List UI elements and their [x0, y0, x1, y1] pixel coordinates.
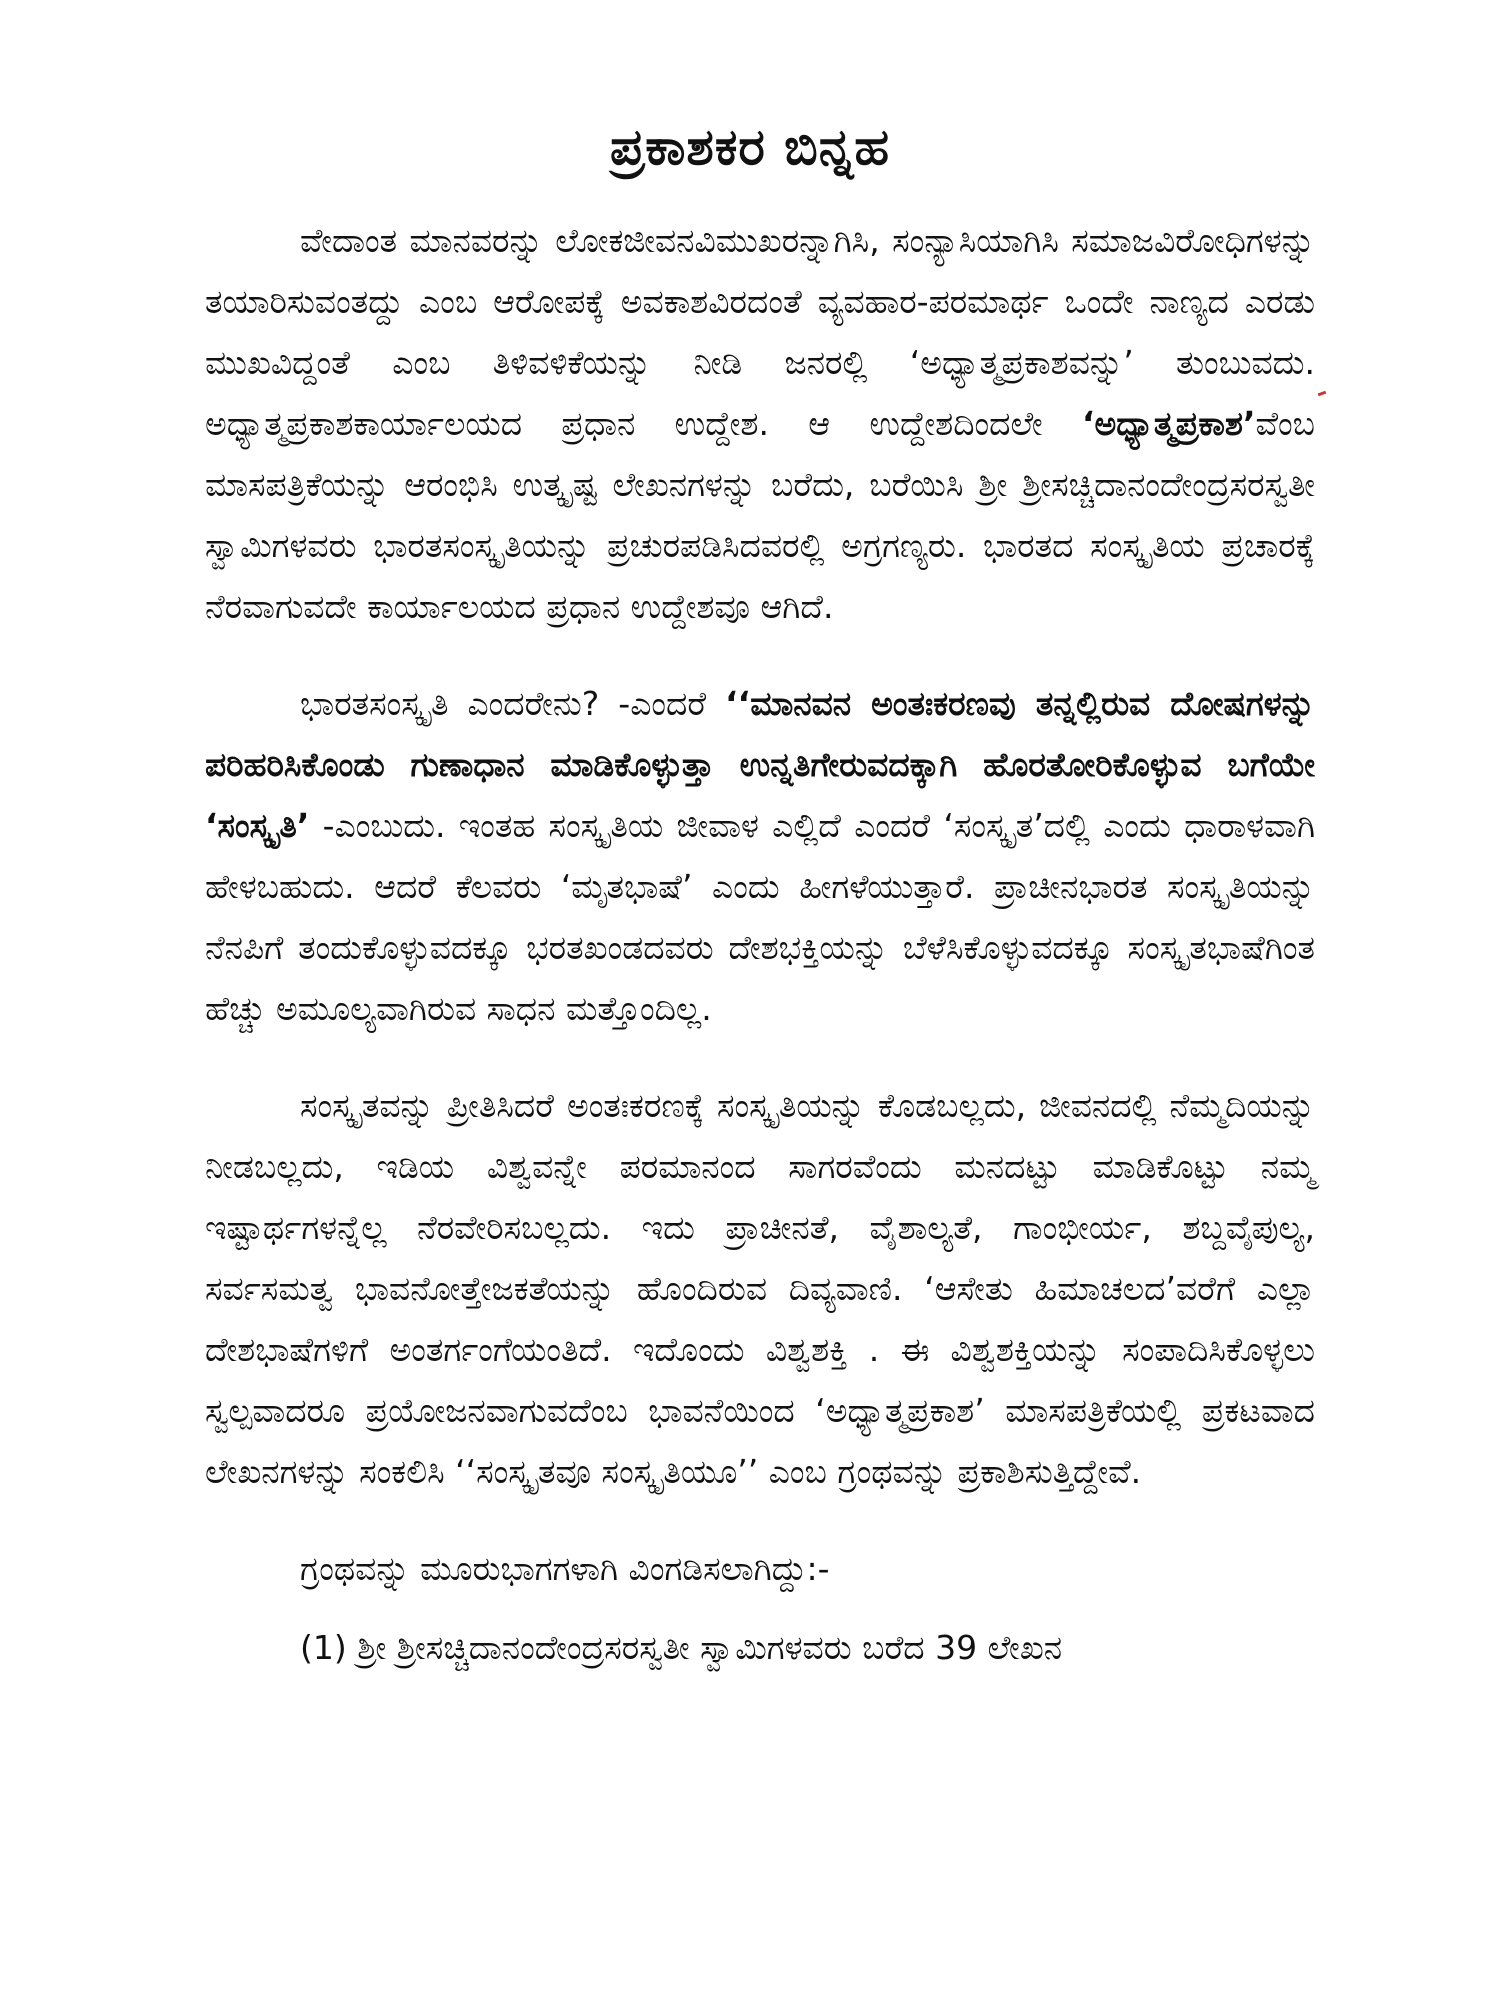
paragraph-3: ಸಂಸ್ಕೃತವನ್ನು ಪ್ರೀತಿಸಿದರೆ ಅಂತಃಕರಣಕ್ಕೆ ಸಂಸ್ಕೃತಿಯನ್ನು ಕೊಡಬಲ್ಲದು, ಜೀವನದಲ್ಲಿ ನೆಮ್ಮದಿಯನ್ನು ನೀಡಬಲ್ಲದು, ಇಡಿಯ ವಿಶ್ವವನ್ನೇ ಪರಮಾನಂದ ಸಾಗರವೆಂದು ಮನದಟ್ಟು ಮಾಡಿಕೊಟ್ಟು ನಮ್ಮ ಇಷ್ಟಾರ್ಥಗಳನ್ನೆಲ್ಲ ನೆರವೇರಿಸಬಲ್ಲದು. ಇದು ಪ್ರಾಚೀನತೆ, ವೈಶಾಲ್ಯತೆ, ಗಾಂಭೀರ್ಯ, ಶಬ್ದವೈಪುಲ್ಯ, ಸರ್ವಸಮತ್ವ ಭಾವನೋತ್ತೇಜಕತೆಯನ್ನು ಹೊಂದಿರುವ ದಿವ್ಯವಾಣಿ. ‘ಆಸೇತು ಹಿಮಾಚಲದ’ವರೆಗೆ ಎಲ್ಲಾ ದೇಶಭಾಷೆಗಳಿಗೆ ಅಂತರ್ಗಂಗೆಯಂತಿದೆ. ಇದೊಂದು ವಿಶ್ವಶಕ್ತಿ . ಈ ವಿಶ್ವಶಕ್ತಿಯನ್ನು ಸಂಪಾದಿಸಿಕೊಳ್ಳಲು ಸ್ವಲ್ಪವಾದರೂ ಪ್ರಯೋಜನವಾಗುವದೆಂಬ ಭಾವನೆಯಿಂದ ‘ಅಧ್ಯಾತ್ಮಪ್ರಕಾಶ’ ಮಾಸಪತ್ರಿಕೆಯಲ್ಲಿ ಪ್ರಕಟವಾದ ಲೇಖನಗಳನ್ನು ಸಂಕಲಿಸಿ ‘‘ಸಂಸ್ಕೃತವೂ ಸಂಸ್ಕೃತಿಯೂ’’ ಎಂಬ ಗ್ರಂಥವನ್ನು ಪ್ರಕಾಶಿಸುತ್ತಿದ್ದೇವೆ.	[205, 1086, 1315, 1491]
paragraph-1-rest: ವೆಂಬ ಮಾಸಪತ್ರಿಕೆಯನ್ನು ಆರಂಭಿಸಿ ಉತ್ಕೃಷ್ಟ ಲೇಖನಗಳನ್ನು ಬರೆದು, ಬರೆಯಿಸಿ ಶ್ರೀ ಶ್ರೀಸಚ್ಚಿದಾನಂದೇಂದ್ರಸರಸ್ವತೀ ಸ್ವಾಮಿಗಳವರು ಭಾರತಸಂಸ್ಕೃತಿಯನ್ನು ಪ್ರಚುರಪಡಿಸಿದವರಲ್ಲಿ ಅಗ್ರಗಣ್ಯರು. ಭಾರತದ ಸಂಸ್ಕೃತಿಯ ಪ್ರಚಾರಕ್ಕೆ ನೆರವಾಗುವದೇ ಕಾರ್ಯಾಲಯದ ಪ್ರಧಾನ ಉದ್ದೇಶವೂ ಆಗಿದೆ.	[205, 404, 1315, 626]
paragraph-1-bold: ‘ಅಧ್ಯಾತ್ಮಪ್ರಕಾಶ’	[1082, 404, 1256, 443]
paragraph-1-text: ವೇದಾಂತ ಮಾನವರನ್ನು ಲೋಕಜೀವನವಿಮುಖರನ್ನಾಗಿಸಿ, ಸಂನ್ಯಾಸಿಯಾಗಿಸಿ ಸಮಾಜವಿರೋಧಿಗಳನ್ನು ತಯಾರಿಸುವಂತದ್ದು ಎಂಬ ಆರೋಪಕ್ಕೆ ಅವಕಾಶವಿರದಂತೆ ವ್ಯವಹಾರ-ಪರಮಾರ್ಥ ಒಂದೇ ನಾಣ್ಯದ ಎರಡು ಮುಖವಿದ್ದಂತೆ ಎಂಬ ತಿಳಿವಳಿಕೆಯನ್ನು ನೀಡಿ ಜನರಲ್ಲಿ ‘ಅಧ್ಯಾತ್ಮಪ್ರಕಾಶವನ್ನು’ ತುಂಬುವದು. ಅಧ್ಯಾತ್ಮಪ್ರಕಾಶಕಾರ್ಯಾಲಯದ ಪ್ರಧಾನ ಉದ್ದೇಶ. ಆ ಉದ್ದೇಶದಿಂದಲೇ	[205, 221, 1315, 443]
paragraph-2-rest: -ಎಂಬುದು. ಇಂತಹ ಸಂಸ್ಕೃತಿಯ ಜೀವಾಳ ಎಲ್ಲಿದೆ ಎಂದರೆ ‘ಸಂಸ್ಕೃತ’ದಲ್ಲಿ ಎಂದು ಧಾರಾಳವಾಗಿ ಹೇಳಬಹುದು. ಆದರೆ ಕೆಲವರು ‘ಮೃತಭಾಷೆ’ ಎಂದು ಹೀಗಳೆಯುತ್ತಾರೆ. ಪ್ರಾಚೀನಭಾರತ ಸಂಸ್ಕೃತಿಯನ್ನು ನೆನಪಿಗೆ ತಂದುಕೊಳ್ಳುವದಕ್ಕೂ ಭರತಖಂಡದವರು ದೇಶಭಕ್ತಿಯನ್ನು ಬೆಳೆಸಿಕೊಳ್ಳುವದಕ್ಕೂ ಸಂಸ್ಕೃತಭಾಷೆಗಿಂತ ಹೆಚ್ಚು ಅಮೂಲ್ಯವಾಗಿರುವ ಸಾಧನ ಮತ್ತೊಂದಿಲ್ಲ.	[205, 806, 1315, 1028]
paragraph-2-bold: ‘‘ಮಾನವನ ಅಂತಃಕರಣವು ತನ್ನಲ್ಲಿರುವ ದೋಷಗಳನ್ನು ಪರಿಹರಿಸಿಕೊಂಡು ಗುಣಾಧಾನ ಮಾಡಿಕೊಳ್ಳುತ್ತಾ ಉನ್ನತಿಗೇರುವದಕ್ಕಾಗಿ ಹೊರತೋರಿಕೊಳ್ಳುವ ಬಗೆಯೇ ‘ಸಂಸ್ಕೃತಿ’	[205, 684, 1315, 845]
paragraph-5: (1) ಶ್ರೀ ಶ್ರೀಸಚ್ಚಿದಾನಂದೇಂದ್ರಸರಸ್ವತೀ ಸ್ವಾಮಿಗಳವರು ಬರೆದ 39 ಲೇಖನ	[300, 1628, 1063, 1667]
paragraph-1	[205, 210, 1315, 637]
page-title: ಪ್ರಕಾಶಕರ ಬಿನ್ನಹ	[610, 118, 890, 176]
paragraph-4: ಗ್ರಂಥವನ್ನು ಮೂರುಭಾಗಗಳಾಗಿ ವಿಂಗಡಿಸಲಾಗಿದ್ದು:-	[300, 1549, 830, 1588]
document-body	[205, 210, 1315, 1678]
ink-mark	[1318, 391, 1327, 397]
paragraph-2	[205, 673, 1315, 1039]
paragraph-2-text: ಭಾರತಸಂಸ್ಕೃತಿ ಎಂದರೇನು? -ಎಂದರೆ	[300, 684, 726, 723]
